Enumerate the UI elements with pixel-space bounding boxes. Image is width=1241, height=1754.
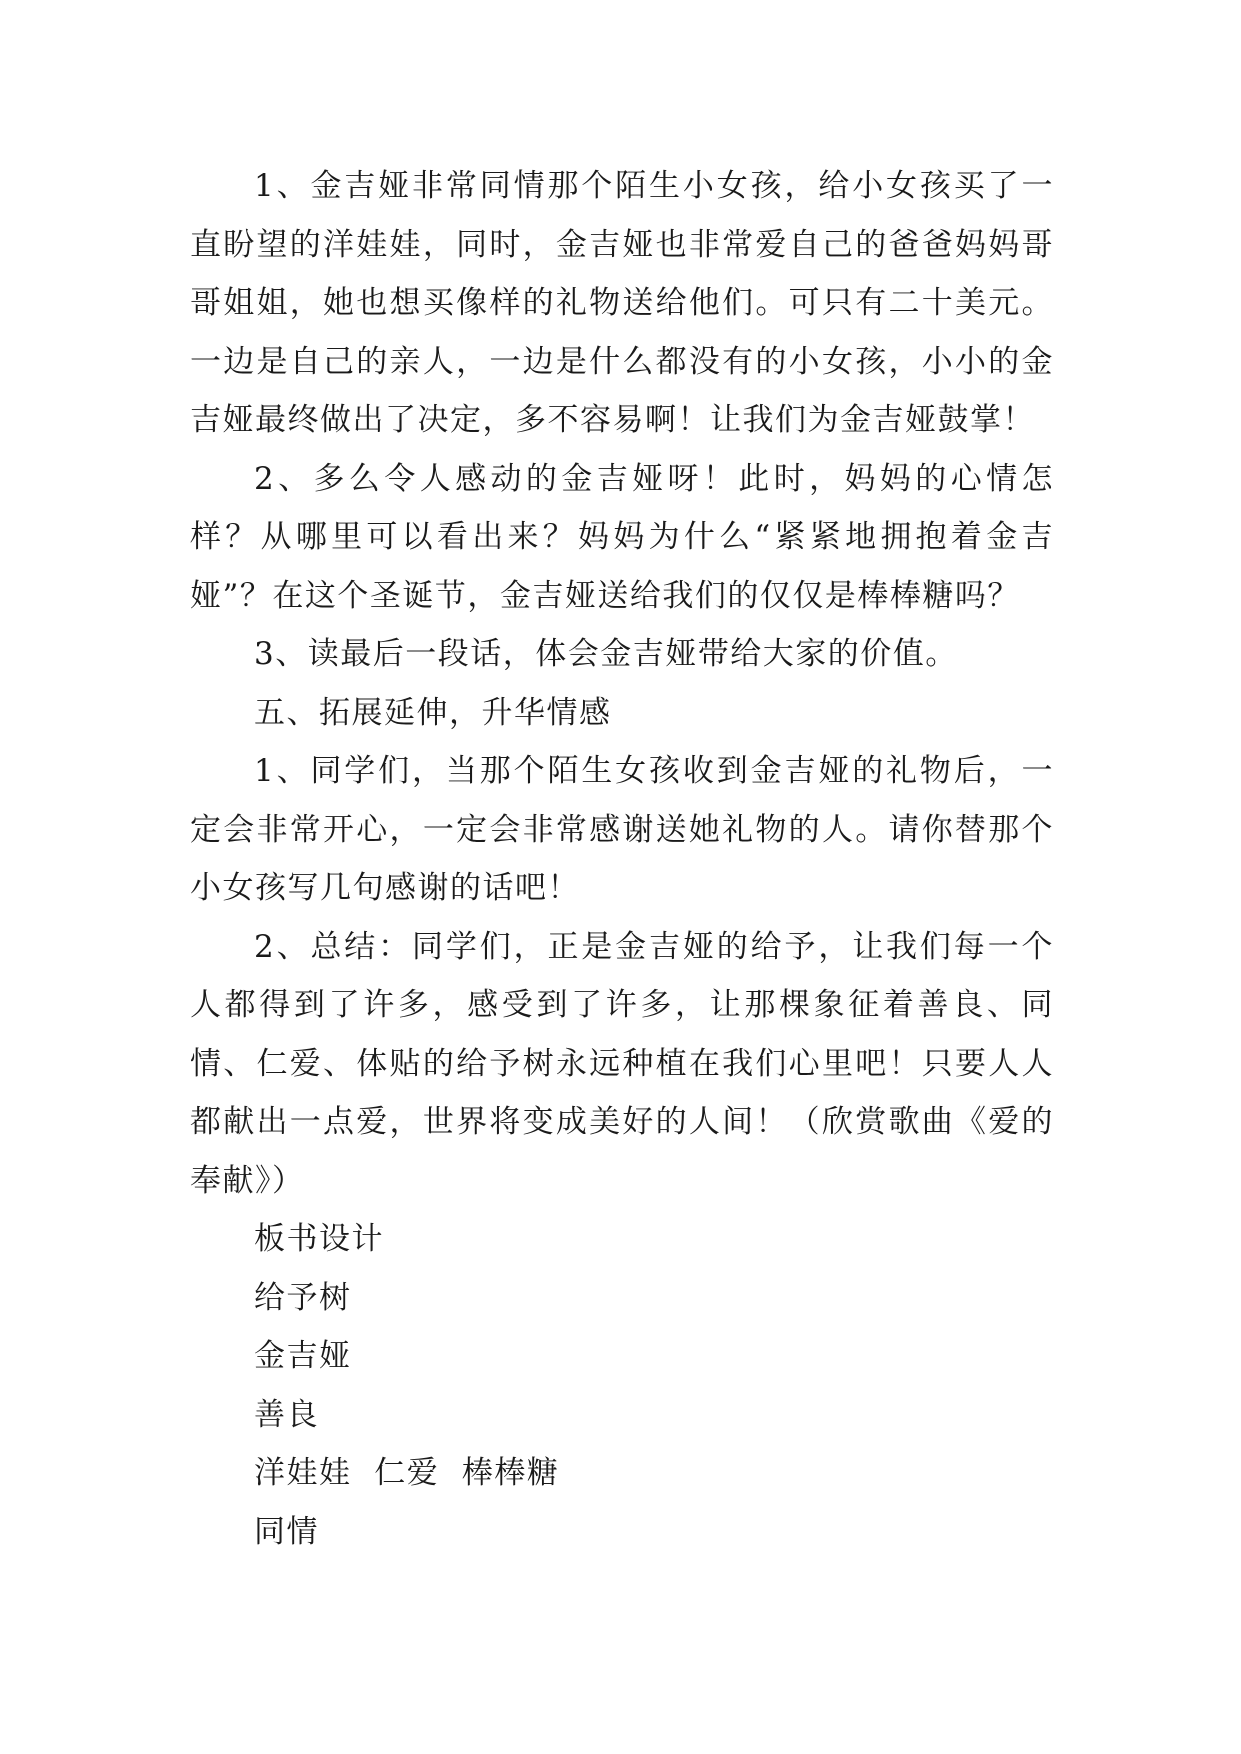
paragraph-1: 1、金吉娅非常同情那个陌生小女孩，给小女孩买了一直盼望的洋娃娃，同时，金吉娅也非常爱自己的爸爸妈妈哥哥姐姐，她也想买像样的礼物送给他们。可只有二十美元。一边是自己的亲人，一边是什么都没有的小女孩，小小的金吉娅最终做出了决定，多不容易啊！让我们为金吉娅鼓掌！: [190, 168, 1054, 438]
board-design-heading: 板书设计: [254, 1221, 384, 1257]
paragraph-3: 3、读最后一段话，体会金吉娅带给大家的价值。: [254, 636, 958, 672]
board-line-jinjiya: 金吉娅: [254, 1338, 352, 1374]
document-page: [190, 157, 1054, 1561]
board-line-giving-tree: 给予树: [254, 1279, 352, 1316]
paragraph-5: 2、总结：同学们，正是金吉娅的给予，让我们每一个人都得到了许多，感受到了许多，让那棵象征着善良、同情、仁爱、体贴的给予树永远种植在我们心里吧！只要人人都献出一点爱，世界将变成美好的人间！（欣赏歌曲《爱的奉献》）: [190, 928, 1054, 1199]
board-line-kindness: 善良: [254, 1396, 319, 1433]
paragraph-2: 2、多么令人感动的金吉娅呀！此时，妈妈的心情怎样？从哪里可以看出来？妈妈为什么“紧紧地拥抱着金吉娅”？在这个圣诞节，金吉娅送给我们的仅仅是棒棒糖吗？: [190, 460, 1054, 614]
board-line-sympathy: 同情: [254, 1513, 319, 1550]
paragraph-4: 1、同学们，当那个陌生女孩收到金吉娅的礼物后，一定会非常开心，一定会非常感谢送她礼物的人。请你替那个小女孩写几句感谢的话吧！: [190, 753, 1054, 906]
board-line-doll-love-lollipop: 洋娃娃 仁爱 棒棒糖: [254, 1455, 560, 1491]
section-heading-5: 五、拓展延伸，升华情感: [254, 694, 612, 731]
board-design: [190, 1210, 1054, 1561]
